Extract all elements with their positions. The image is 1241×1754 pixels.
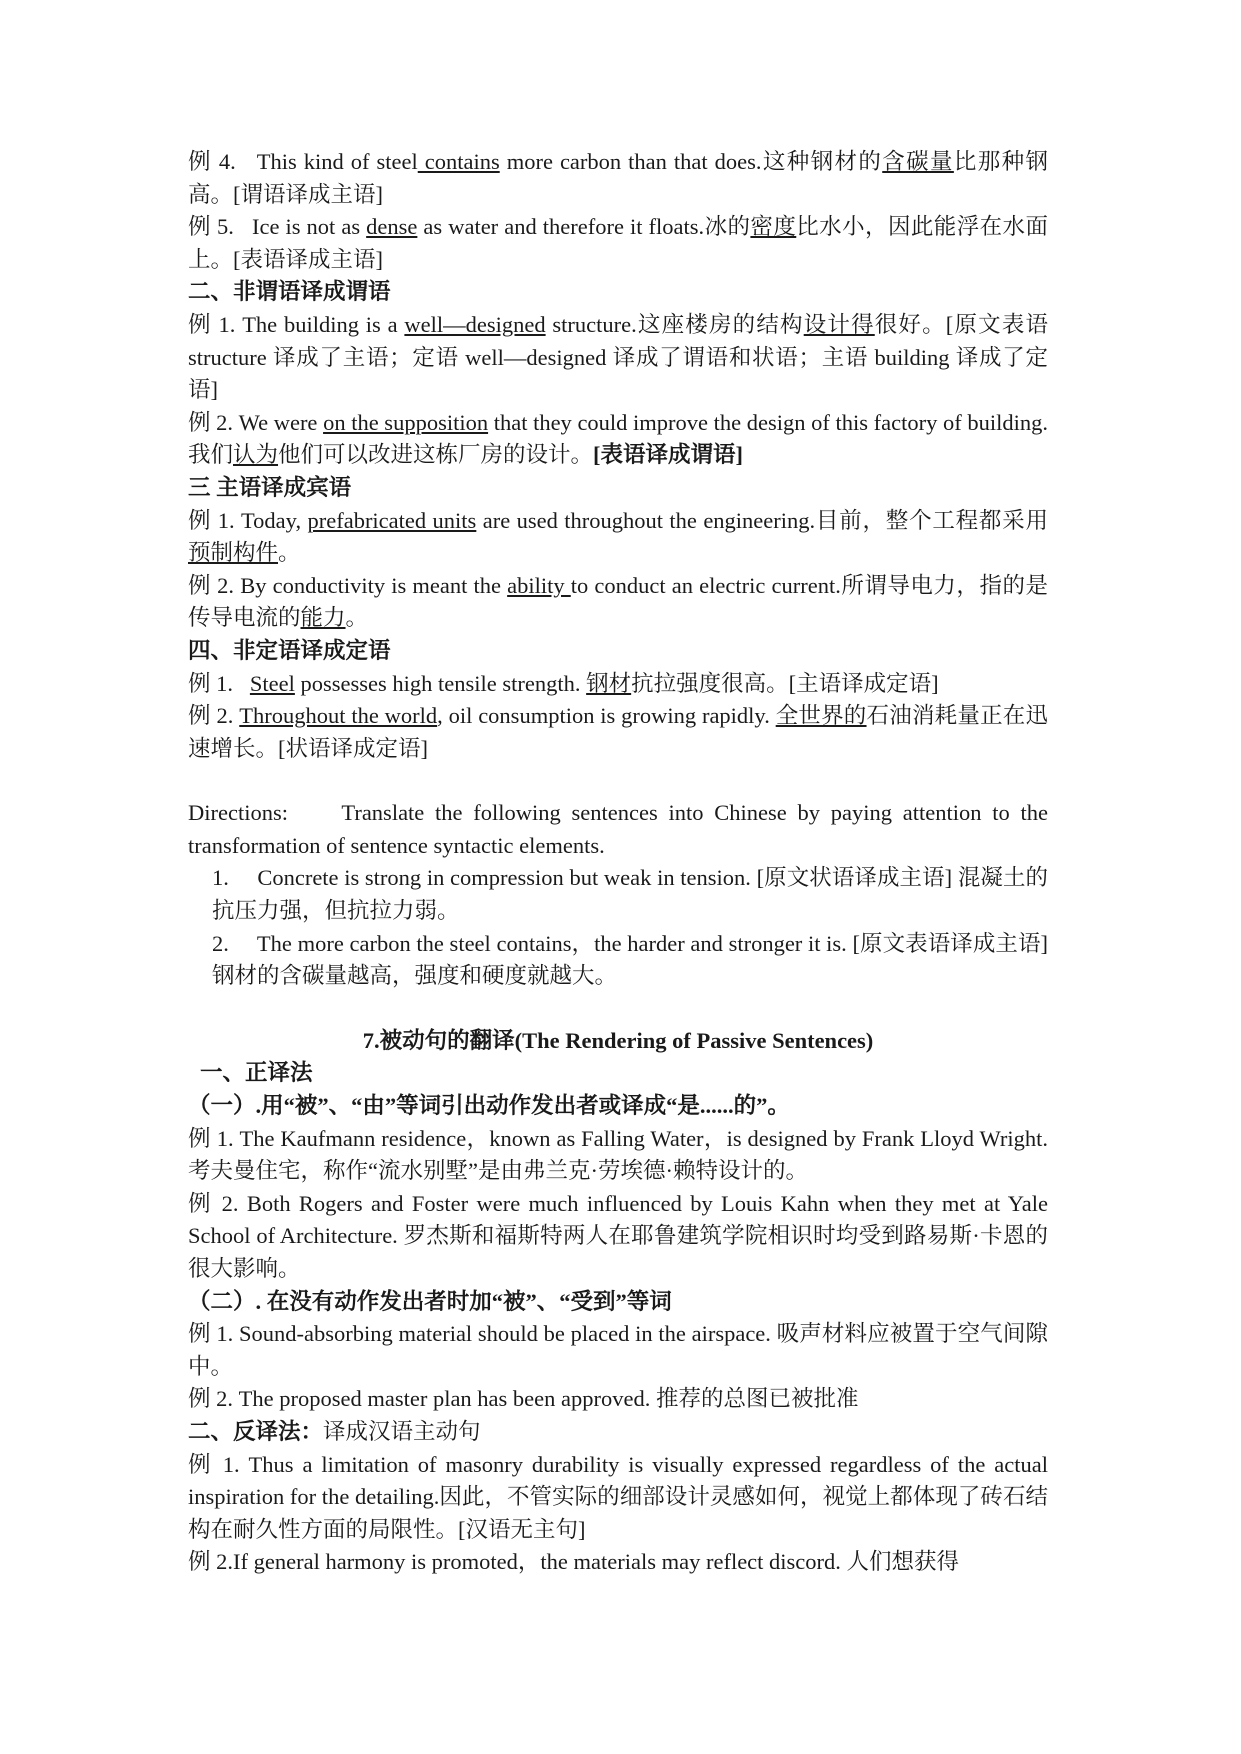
example-paragraph: 例 2. The proposed master plan has been approved. 推荐的总图已被批准 xyxy=(188,1386,859,1412)
underlined-term: well—designed xyxy=(404,311,546,337)
example-paragraph: 例 1. Sound-absorbing material should be placed in the airspace. 吸声材料应被置于空气间隙中。 xyxy=(188,1321,1048,1379)
section-heading-line: 二、反译法：译成汉语主动句 xyxy=(188,1418,481,1444)
exercise-item: 2. The more carbon the steel contains，the harder and stronger it is. [原文表语译成主语] 钢材的含碳量越高，强度和硬度就越大。 xyxy=(212,930,1049,989)
paragraph-gap xyxy=(188,993,1048,1025)
example-paragraph: 例 1. The building is a well—designed structure.这座楼房的结构设计得很好。[原文表语 structure 译成了主语；定语 well—designed 译成了谓语和状语；主语 building 译成了定语] xyxy=(188,311,1049,403)
underlined-term: Steel xyxy=(249,670,295,696)
example-paragraph: 例 2. We were on the supposition that they could improve the design of this factory of building. 我们认为他们可以改进这栋厂房的设计。[表语译成谓语] xyxy=(188,409,1049,468)
underlined-term: 全世界的 xyxy=(775,703,867,729)
subsection-heading: （一）.用“被”、“由”等词引出动作发出者或译成“是......的”。 xyxy=(188,1093,790,1119)
underlined-term: 钢材 xyxy=(586,670,632,696)
underlined-term: 设计得 xyxy=(803,311,875,337)
section-title: 7.被动句的翻译(The Rendering of Passive Sentences) xyxy=(362,1027,874,1053)
example-paragraph: 例 4. This kind of steel contains more carbon than that does.这种钢材的含碳量比那种钢高。[谓语译成主语] xyxy=(188,149,1048,207)
example-paragraph: 例 1. Steel possesses high tensile strength. 钢材抗拉强度很高。[主语译成定语] xyxy=(188,670,939,696)
underlined-term: 预制构件 xyxy=(188,540,279,566)
exercise-item: 1. Concrete is strong in compression but weak in tension. [原文状语译成主语] 混凝土的抗压力强，但抗拉力弱。 xyxy=(212,865,1049,924)
example-paragraph: 例 1. The Kaufmann residence，known as Falling Water，is designed by Frank Lloyd Wright. 考夫曼住宅，称作“流水别墅”是由弗兰克·劳埃德·赖特设计的。 xyxy=(188,1125,1048,1184)
underlined-term: ability xyxy=(507,572,571,598)
underlined-term: 认为 xyxy=(233,442,279,468)
section-heading: 二、非谓语译成谓语 xyxy=(188,279,391,305)
directions-paragraph: Directions: Translate the following sentences into Chinese by paying attention to the transformation of sentence syntactic elements. xyxy=(188,800,1048,858)
underlined-term: on the supposition xyxy=(323,409,489,435)
example-paragraph: 例 1. Thus a limitation of masonry durability is visually expressed regardless of the actual inspiration for the detailing.因此，不管实际的细部设计灵感如何，视觉上都体现了砖石结构在耐久性方面的局限性。[汉语无主句] xyxy=(188,1451,1048,1542)
paragraph-gap xyxy=(188,765,1048,797)
underlined-term: 密度 xyxy=(750,214,797,240)
subsection-heading: （二）. 在没有动作发出者时加“被”、“受到”等词 xyxy=(188,1288,672,1314)
underlined-term: dense xyxy=(366,214,418,240)
example-paragraph: 例 2. By conductivity is meant the ability to conduct an electric current.所谓导电力，指的是传导电流的能力。 xyxy=(188,572,1048,631)
underlined-term: prefabricated units xyxy=(307,507,477,533)
example-paragraph: 例 2. Throughout the world, oil consumption is growing rapidly. 全世界的石油消耗量正在迅速增长。[状语译成定语] xyxy=(188,703,1048,761)
underlined-term: 含碳量 xyxy=(882,149,954,174)
example-paragraph: 例 1. Today, prefabricated units are used throughout the engineering.目前，整个工程都采用预制构件。 xyxy=(188,507,1049,566)
example-paragraph: 例 5. Ice is not as dense as water and therefore it floats.冰的密度比水小，因此能浮在水面上。[表语译成主语] xyxy=(188,214,1048,272)
example-paragraph: 例 2.If general harmony is promoted，the materials may reflect discord. 人们想获得 xyxy=(188,1549,960,1575)
section-heading: 二、反译法： xyxy=(188,1418,324,1444)
underlined-term: contains xyxy=(417,149,500,174)
section-heading: 一、正译法 xyxy=(200,1060,313,1086)
underlined-term: 能力 xyxy=(300,605,346,631)
underlined-term: Throughout the world xyxy=(239,703,438,729)
document-page xyxy=(188,146,1048,1579)
example-paragraph: 例 2. Both Rogers and Foster were much influenced by Louis Kahn when they met at Yale School of Architecture. 罗杰斯和福斯特两人在耶鲁建筑学院相识时均受到路易斯·卡恩的很大影响。 xyxy=(188,1190,1048,1281)
section-heading: 四、非定语译成定语 xyxy=(188,637,391,663)
section-heading: 三 主语译成宾语 xyxy=(188,474,352,500)
bold-note: [表语译成谓语] xyxy=(593,442,744,468)
